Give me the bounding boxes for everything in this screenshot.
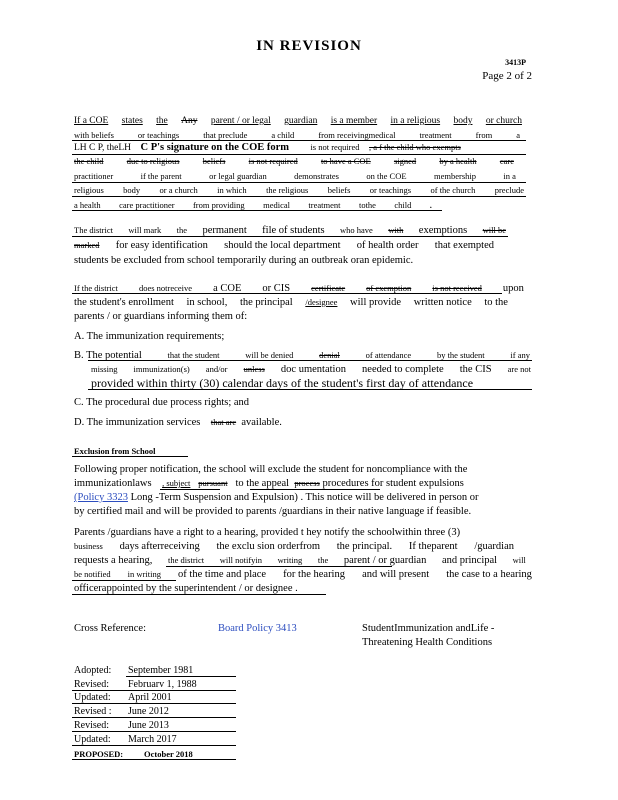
p3-line-2: the student's enrollment in school, the principal /designee will provide written notice to the: [74, 297, 508, 308]
underline-rule: [72, 690, 236, 691]
list-item: B. The potential that the student will be denied denial of attendance by the student if any: [74, 350, 530, 361]
cross-reference-title: Threatening Health Conditions: [362, 637, 493, 648]
p3-line-3: parents / or guardians informing them of:: [74, 311, 248, 322]
policy-3413-link[interactable]: Board Policy 3413: [218, 623, 297, 634]
history-date: Februarv 1, 1988: [128, 679, 197, 690]
underline-rule: [72, 196, 526, 197]
exclusion-line: (Policy 3323 Long -Term Suspension and Expulsion) . This notice will be delivered in person or: [74, 492, 479, 503]
p1-line-1: If a COE states the Any parent / or legal guardian is a member in a religious body or church: [74, 116, 522, 126]
underline-rule: [126, 676, 236, 677]
underline-rule: [88, 389, 532, 390]
cross-reference-label: Cross Reference:: [74, 623, 147, 634]
history-date: June 2013: [128, 720, 169, 731]
policy-code: 3413P: [505, 58, 526, 67]
exclusion-line: officerappointed by the superintendent / or designee .: [74, 583, 298, 594]
list-item-continued: missing immunization(s) and/or unless doc umentation needed to complete the CIS are not: [91, 364, 531, 375]
exclusion-line: Parents /guardians have a right to a hearing, provided t hey notify the schoolwithin three (3): [74, 527, 461, 538]
history-label: Revised:: [74, 720, 109, 731]
underline-rule: [72, 759, 236, 760]
p2-line-2: marked for easy identification should the local department of health order that exempted: [74, 240, 494, 251]
page-number: Page 2 of 2: [482, 70, 532, 82]
underline-rule: [72, 580, 176, 581]
list-item: C. The procedural due process rights; and: [74, 397, 250, 408]
underline-rule: [88, 360, 532, 361]
underline-rule: [160, 489, 220, 490]
p2-line-3: students be excluded from school temporarily during an outbreak oran epidemic.: [74, 255, 414, 266]
underline-rule: [250, 489, 380, 490]
list-item: A. The immunization requirements;: [74, 331, 225, 342]
list-item: D. The immunization services that are available.: [74, 417, 282, 428]
underline-rule: [72, 717, 236, 718]
section-heading: Exclusion from School: [74, 446, 156, 456]
history-date: June 2012: [128, 706, 169, 717]
underline-rule: [72, 293, 502, 294]
exclusion-line: Following proper notification, the school will exclude the student for noncompliance with the: [74, 464, 468, 475]
p1-line-6: religious body or a church in which the religious beliefs or teachings of the church preclude: [74, 185, 524, 195]
underline-rule: [72, 456, 188, 457]
exclusion-line: be notified in writing of the time and place for the hearing and will present the case to a hearing: [74, 569, 532, 580]
underline-rule: [72, 745, 236, 746]
history-label: Revised:: [74, 679, 109, 690]
p1-line-3: LH C P, theLH C P's signature on the COE form is not required , a f the child who exempts: [74, 142, 461, 153]
p1-line-5: practitioner if the parent or legal guardian demonstrates on the COE membership in a: [74, 171, 516, 181]
history-label: Revised :: [74, 706, 112, 717]
exclusion-line: immunizationlaws , subject pursuant to the appeal process procedures for student expulsions: [74, 478, 464, 489]
exclusion-line: requests a hearing, the district will notifyin writing the parent / or guardian and principal will: [74, 555, 526, 566]
history-date: March 2017: [128, 734, 177, 745]
history-label: Updated:: [74, 692, 111, 703]
underline-rule: [72, 210, 442, 211]
history-date: April 2001: [128, 692, 172, 703]
p2-line-1: The district will mark the permanent file of students who have with exemptions will be: [74, 225, 506, 236]
p3-line-1: If the district does notreceive a COE or CIS certificate of exemption is not received upon: [74, 283, 524, 294]
history-label: Updated:: [74, 734, 111, 745]
underline-rule: [72, 731, 236, 732]
cross-reference-title: StudentImmunization andLife -: [362, 623, 495, 634]
underline-rule: [72, 140, 526, 141]
policy-3323-link[interactable]: (Policy 3323: [74, 492, 128, 503]
underline-rule: [72, 236, 508, 237]
history-label: Adopted:: [74, 665, 112, 676]
underline-rule: [72, 594, 326, 595]
underline-rule: [72, 703, 236, 704]
page-title: IN REVISION: [256, 38, 362, 54]
history-date: October 2018: [144, 749, 193, 759]
list-item-continued: provided within thirty (30) calendar days of the student's first day of attendance: [91, 376, 474, 390]
exclusion-line: by certified mail and will be provided to parents /guardians in their native language if feasible.: [74, 506, 472, 517]
p1-line-4: the child due to religious beliefs is not required to have a COE signed by a health care: [74, 156, 514, 166]
history-label: PROPOSED:: [74, 749, 124, 759]
p1-line-7: a health care practitioner from providing medical treatment tothe child .: [74, 200, 432, 210]
underline-rule: [166, 566, 392, 567]
p1-line-2: with beliefs or teachings that preclude a child from receivingmedical treatment from a: [74, 130, 520, 140]
history-date: September 1981: [128, 665, 194, 676]
underline-rule: [72, 182, 526, 183]
exclusion-line: business days afterreceiving the exclu sion orderfrom the principal. If theparent /guardian: [74, 541, 514, 552]
underline-rule: [72, 154, 526, 155]
